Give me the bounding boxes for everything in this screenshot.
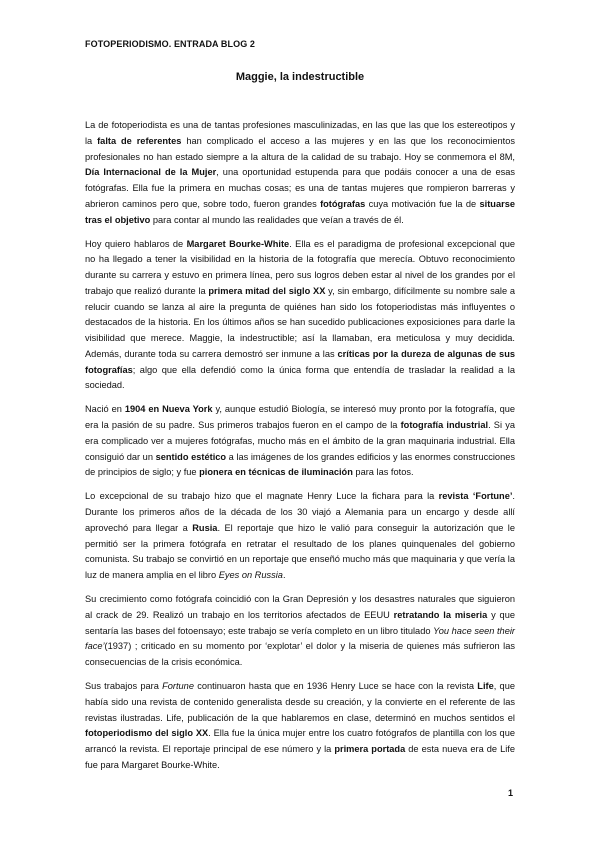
bold-text: Margaret Bourke-White bbox=[186, 238, 290, 249]
bold-text: Día Internacional de la Mujer bbox=[85, 167, 217, 178]
page-number: 1 bbox=[508, 788, 514, 798]
bold-text: revista ‘Fortune’ bbox=[438, 491, 513, 502]
paragraph bbox=[85, 592, 515, 671]
text-run: . Si ya era complicado ver a mujeres fotógrafas, mucho más en el ámbito de la gran maquinaria industrial. Ella consiguió dar un bbox=[85, 420, 515, 462]
text-run: continuaron hasta que en 1936 Henry Luce se hace con la revista bbox=[193, 681, 478, 692]
text-run: a las imágenes de los grandes edificios y las enormes construcciones de principios de siglo; y fue bbox=[85, 451, 515, 478]
paragraph bbox=[85, 679, 515, 774]
bold-text: retratando la miseria bbox=[393, 609, 488, 620]
bold-text: primera portada bbox=[334, 744, 406, 755]
text-run: Hoy quiero hablaros de bbox=[85, 238, 187, 249]
text-run: , que había sido una revista de contenido generalista desde su creación, y la convierte en el referente de las revistas ilustradas. Life, publicación de la que hablaremos en clase, determinó en muchos sentidos el bbox=[85, 681, 515, 723]
italic-text: Fortune bbox=[162, 681, 194, 692]
text-run: . bbox=[282, 570, 286, 581]
text-run: Nació en bbox=[85, 404, 125, 415]
text-run: Lo excepcional de su trabajo hizo que el magnate Henry Luce la fichara para la bbox=[85, 491, 439, 502]
text-run: y, aunque estudió Biología, se interesó muy pronto por la fotografía, que era la pasión de su padre. Sus primeros trabajos fueron en el campo de la bbox=[85, 404, 516, 431]
text-run: cuya motivación fue la de bbox=[365, 198, 480, 209]
text-run: y que sentaría las bases del fotoensayo; este trabajo se vería completo en un libro titulado bbox=[85, 609, 515, 636]
text-run: Su crecimiento como fotógrafa coincidió con la Gran Depresión y los desastres naturales que siguieron al crack de 29. Realizó un trabajo en los territorios afectados de EEUU bbox=[85, 594, 515, 620]
italic-text: You hace seen their face’ bbox=[85, 625, 515, 652]
text-run: La de fotoperiodista es una de tantas profesiones masculinizadas, en las que las que los estereotipos y la bbox=[85, 120, 515, 146]
text-run: para las fotos. bbox=[352, 467, 414, 478]
bold-text: situarse tras el objetivo bbox=[85, 198, 515, 225]
text-run: han complicado el acceso a las mujeres y en las que los reconocimientos profesionales no han estado siempre a la altura de la calidad de su trabajo. Hoy se conmemora el 8M, bbox=[85, 135, 515, 162]
bold-text: Life bbox=[477, 681, 494, 692]
text-run: . Durante los primeros años de la década de los 30 viajó a Alemania para un encargo y desde allí aprovechó para llegar a bbox=[85, 491, 515, 533]
bold-text: 1904 en Nueva York bbox=[124, 404, 213, 415]
bold-text: sentido estético bbox=[155, 451, 227, 462]
text-run: para contar al mundo las realidades que veían a través de él. bbox=[150, 214, 404, 225]
paragraph bbox=[85, 489, 515, 584]
italic-text: Eyes on Russia bbox=[218, 570, 283, 581]
text-run: de esta nueva era de Life fue para Margaret Bourke-White. bbox=[85, 744, 515, 770]
document-header: FOTOPERIODISMO. ENTRADA BLOG 2 bbox=[85, 39, 256, 49]
text-run: . El reportaje que hizo le valió para conseguir la autorización que le permitió ser la primera fotógrafa en retratar el resultado de los planes quinquenales del gobierno comunista. Su trabajo se convirtió en un reportaje que enseñó mucho más que maquinaria y que vería la luz de manera amplia en el libro bbox=[85, 522, 515, 581]
bold-text: fotografía industrial bbox=[400, 420, 489, 431]
paragraph bbox=[85, 118, 515, 228]
text-run: (1937) ; criticado en su momento por ‘explotar’ el dolor y la miseria de quienes más sufrieron las consecuencias de la crisis económica. bbox=[85, 641, 515, 668]
document-body bbox=[85, 118, 515, 782]
paragraph bbox=[85, 237, 515, 395]
paragraph bbox=[85, 402, 515, 481]
document-title: Maggie, la indestructible bbox=[235, 71, 365, 83]
text-run: y, sin embargo, difícilmente su nombre sale a relucir cuando se lanza al aire la pregunta de quiénes han sido los fotoperiodistas más influyentes o destacados de la historia. En los últimos años se han sucedido publicaciones exposiciones para darle la visibilidad que merece. Maggie, la indestructible; así la llamaban, era meticulosa y muy decidida. Además, durante toda su carrera demostró ser inmune a las bbox=[85, 285, 516, 359]
bold-text: críticas por la dureza de algunas de sus fotografías bbox=[85, 348, 515, 375]
text-run: . Ella es el paradigma de profesional excepcional que no ha llegado a tener la visibilidad en la historia de la fotografía que merecía. Obtuvo reconocimiento durante su carrera y estuvo en primera línea, pero sus logros deben estar al nivel de los grandes por el trabajo que realizó durante la bbox=[85, 238, 515, 296]
text-run: , una oportunidad estupenda para que podáis conocer a una de esas fotógrafas. Ella fue la primera en muchas cosas; es una de tantas mujeres que rompieron barreras y abrieron caminos pero que, sobre todo, fueron grandes bbox=[85, 167, 516, 209]
bold-text: fotógrafas bbox=[320, 198, 366, 209]
text-run: . Ella fue la única mujer entre los cuatro fotógrafos de plantilla con los que arrancó la revista. El reportaje principal de ese número y la bbox=[85, 728, 515, 755]
bold-text: fotoperiodismo del siglo XX bbox=[85, 728, 209, 739]
text-run: ; algo que ella defendió como la única forma que entendía de trasladar la realidad a la sociedad. bbox=[85, 364, 515, 391]
bold-text: primera mitad del siglo XX bbox=[208, 285, 326, 296]
bold-text: Rusia bbox=[192, 522, 218, 533]
text-run: Sus trabajos para bbox=[85, 681, 163, 692]
bold-text: pionera en técnicas de iluminación bbox=[199, 467, 353, 478]
bold-text: falta de referentes bbox=[97, 135, 182, 146]
